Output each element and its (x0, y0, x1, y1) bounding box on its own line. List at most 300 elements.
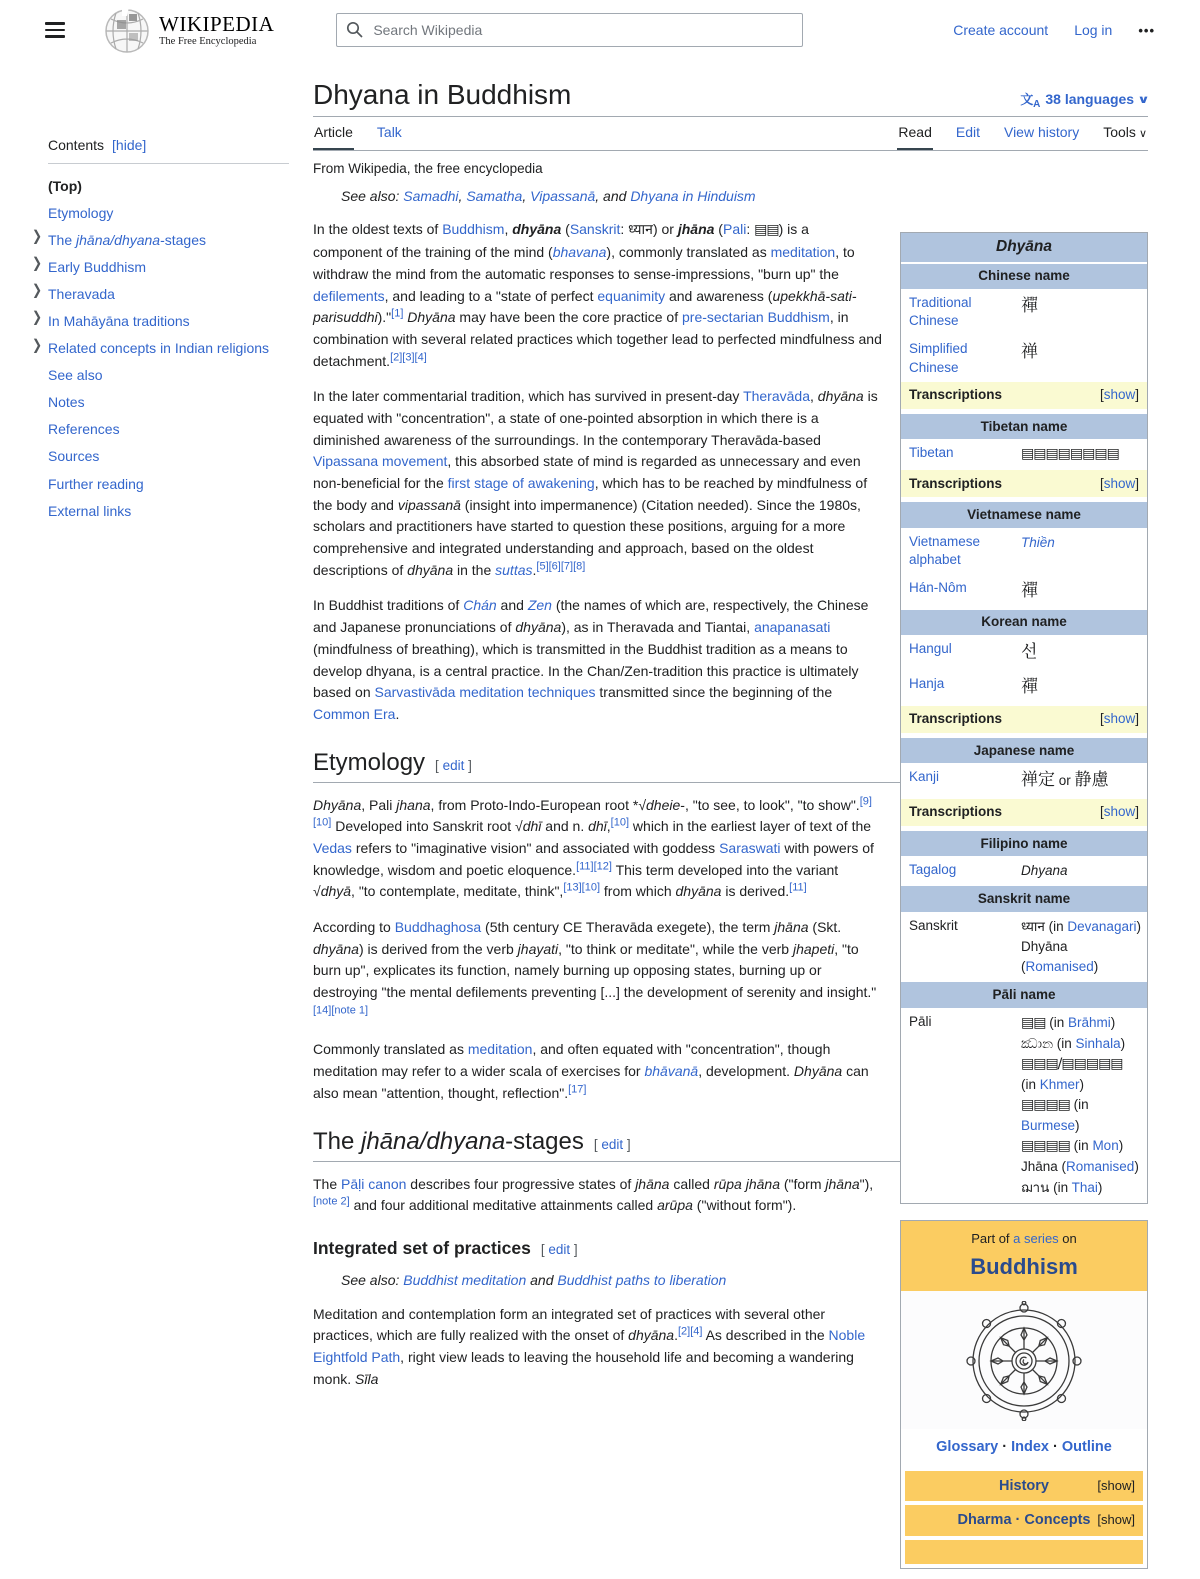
article-link[interactable]: Burmese (1021, 1118, 1076, 1134)
text-run: , in combination with several related practices which together lead to perfected mindfulness and detachment. (313, 309, 882, 369)
reference-link[interactable]: [note 2] (313, 1195, 350, 1208)
text-run: , "to burn up", explicates its function, namely burning up opposing states, burning up or destroying "the mental defilements preventing [...] the development of serenity and insight." (313, 940, 877, 1001)
text-run: dhyā (320, 883, 352, 900)
text-run: As described in the (702, 1327, 829, 1344)
series-part-of-line (905, 1229, 1143, 1249)
text-run: Integrated set of practices (313, 1237, 531, 1258)
series-title-link[interactable]: Buddhism (970, 1254, 1078, 1280)
more-options-icon[interactable]: ••• (1138, 22, 1155, 38)
text-run: may have been the core practice of (455, 309, 682, 326)
text-run: ("form (779, 1175, 826, 1192)
search-icon (346, 21, 363, 38)
article-link[interactable]: Pāḷi canon (341, 1175, 407, 1192)
text-run: which in the earliest layer of text of the (629, 818, 872, 835)
toc-expand-icon[interactable]: ❯ (32, 281, 43, 299)
text-run: ध्यान (in (1021, 918, 1068, 934)
infobox-section-header: Sanskrit name (901, 886, 1147, 911)
text-run: arūpa (657, 1197, 693, 1214)
article-link[interactable]: Romanised (1025, 959, 1094, 975)
reference-link[interactable]: [10] (610, 816, 630, 829)
article-link[interactable]: Notes (48, 394, 85, 411)
toc-link-top[interactable]: (Top) (48, 177, 82, 194)
text-run: ( (714, 221, 723, 238)
text-run: , (458, 187, 467, 204)
text-run: is equated with "concentration", a state of one-pointed absorption in which there is a diminished awareness of the surroundings. In the contemporary Theravāda-based (313, 388, 878, 448)
text-run: , from Proto-Indo-European root *√ (430, 796, 647, 813)
languages-count-label: 38 languages (1045, 91, 1135, 108)
text-run: ) (1120, 1035, 1126, 1051)
article-link[interactable]: Vipassanā (530, 187, 596, 204)
article-link[interactable]: suttas (495, 561, 533, 578)
text-run: and (496, 597, 528, 614)
infobox-row (901, 574, 1147, 610)
top-header (0, 0, 1200, 60)
dharma-wheel-image (964, 1301, 1084, 1421)
text-run: jhāna (635, 1175, 670, 1192)
show-toggle[interactable]: [show] (1097, 1477, 1135, 1493)
article-link[interactable]: Kanji (909, 769, 940, 785)
reference-link[interactable]: [2][3][4] (390, 350, 427, 363)
text-run: , (810, 388, 818, 405)
toc-item[interactable] (32, 335, 289, 362)
article-link[interactable]: Devanagari (1067, 918, 1137, 934)
text-run: ) is a component of the training of the mind ( (313, 221, 809, 261)
edit-link[interactable]: edit (548, 1241, 571, 1257)
native-script-text: 静慮 (1074, 770, 1109, 791)
text-run: )." (377, 309, 392, 326)
native-script-text: 禪 (1021, 295, 1038, 316)
infobox-row-label (909, 675, 1021, 701)
text-run: is derived. (721, 883, 790, 900)
text-run: ), as in Theravada and Tiantai, (561, 619, 755, 636)
article-link[interactable]: Thai (1071, 1179, 1098, 1195)
series-section-link[interactable]: Dharma · Concepts (957, 1512, 1091, 1529)
article-link[interactable]: Theravada (48, 285, 115, 302)
text-run: , and often equated with "concentration", though meditation may refer to a wider scala of exercises for (313, 1041, 831, 1080)
wikipedia-logo[interactable] (103, 6, 274, 54)
tab-talk[interactable]: Talk (376, 123, 402, 140)
text-run: ) (1136, 918, 1141, 934)
reference-link[interactable]: [14][note 1] (313, 1004, 369, 1017)
text-run: jhayati (517, 940, 559, 957)
show-toggle[interactable]: [show] (1099, 387, 1139, 403)
article-link[interactable]: Sources (48, 448, 100, 465)
article-link[interactable]: Hán-Nôm (909, 580, 967, 596)
text-run: , to withdraw the mind from the automatic responses to sense-impressions, "burn up" the (313, 244, 855, 282)
show-toggle[interactable]: [show] (1097, 1512, 1135, 1528)
article-link[interactable]: anapanasati (754, 619, 831, 636)
text-run: Pāli (909, 1013, 932, 1029)
article-link[interactable]: a series (1013, 1230, 1059, 1246)
text-run: · (998, 1439, 1012, 1456)
text-run: , and leading to a "state of perfect (384, 287, 598, 304)
contents-heading: Contents (48, 137, 105, 153)
reference-link[interactable]: [1] (391, 307, 404, 320)
login-link[interactable]: Log in (1074, 22, 1113, 38)
show-toggle[interactable]: [show] (1099, 711, 1139, 727)
article-link[interactable]: Related concepts in Indian religions (48, 340, 270, 357)
languages-button[interactable] (1020, 91, 1148, 111)
infobox-row (901, 763, 1147, 799)
infobox-row-value (1021, 917, 1141, 978)
article-link[interactable]: Romanised (1066, 1159, 1135, 1175)
toc-expand-icon[interactable]: ❯ (32, 335, 43, 353)
right-rail (900, 232, 1148, 1569)
text-run: dhī (588, 818, 607, 835)
reference-link[interactable]: [2][4] (677, 1325, 703, 1338)
infobox-section-header: Japanese name (901, 738, 1147, 763)
toc-item[interactable] (48, 497, 289, 524)
hamburger-menu-icon[interactable] (45, 22, 65, 38)
article-link[interactable]: Zen (527, 597, 552, 614)
article-link[interactable]: Thiền (1021, 534, 1055, 550)
article-link[interactable]: defilements (313, 287, 385, 304)
infobox-row-value (1021, 340, 1141, 376)
text-run: with powers of knowledge, wisdom and poetic eloquence. (313, 839, 874, 878)
text-run: dheie (646, 796, 681, 813)
article-link[interactable]: Vietnamese alphabet (909, 533, 981, 567)
infobox-row (901, 528, 1147, 574)
text-run: Dhyana (1021, 863, 1068, 879)
infobox-row (901, 856, 1147, 886)
infobox-row-label (909, 917, 1021, 978)
see-also-line (313, 186, 1148, 208)
translate-icon: 文 A (1020, 91, 1041, 110)
toc-expand-icon[interactable]: ❯ (32, 308, 43, 326)
text-run: Etymology (313, 748, 426, 776)
infobox-row-value (1021, 861, 1141, 881)
tab-tools[interactable]: Tools ∨ (1103, 123, 1147, 140)
article-link[interactable]: meditation (770, 244, 836, 261)
dhyana-infobox (900, 232, 1148, 1204)
text-run: "), (859, 1175, 874, 1192)
transcriptions-row (901, 382, 1147, 409)
article-link[interactable]: Brāhmi (1067, 1014, 1111, 1030)
edit-section: [ edit ] (540, 1241, 578, 1257)
transcriptions-row (901, 799, 1147, 826)
text-run: upekkhā-sati-parisuddhi (313, 287, 857, 326)
text-run: rūpa jhāna (713, 1175, 780, 1192)
text-run: jhāna (825, 1175, 860, 1192)
text-run: This term developed into the variant √ (313, 861, 839, 900)
text-run: or (1055, 773, 1075, 789)
toc-item[interactable] (48, 362, 289, 389)
article-link[interactable]: Sarvastivāda meditation techniques (374, 684, 596, 701)
unrendered-script-glyphs: ▤▤▤▤ (1021, 1138, 1070, 1155)
article-link[interactable]: Hangul (909, 640, 952, 656)
unrendered-script-glyphs: ▤▤▤/▤▤▤▤▤ (1021, 1055, 1123, 1072)
series-section-bar[interactable] (905, 1505, 1143, 1535)
edit-link[interactable]: edit (601, 1136, 624, 1152)
text-run: ) (1079, 1076, 1085, 1092)
text-run: (insight into impermanence) (Citation needed). Since the 1980s, scholars and practitioners have started to question these positions, arguing for a more comprehensive and integrated understanding and approach, based on the oldest descriptions of (313, 496, 861, 578)
article-link[interactable]: meditation (467, 1041, 533, 1058)
article-link[interactable]: Samadhi (403, 187, 459, 204)
text-run: ) (1093, 959, 1099, 975)
article-link[interactable]: Buddhism (442, 221, 505, 238)
infobox-row-label (909, 579, 1021, 605)
article-link[interactable]: The (48, 231, 77, 248)
tab-read[interactable]: Read (897, 117, 932, 150)
article-body (313, 186, 1148, 1529)
toc-item[interactable] (32, 307, 289, 334)
text-run: dhyāna (407, 561, 454, 578)
toc-item[interactable] (48, 416, 289, 443)
text-run: . (674, 1327, 678, 1344)
article-link[interactable]: Tibetan (909, 445, 954, 461)
reference-link[interactable]: [13][10] (563, 881, 601, 894)
article-link[interactable]: Traditional Chinese (909, 294, 972, 329)
reference-link[interactable]: [9][10] (313, 794, 872, 829)
text-run: ) (1118, 1138, 1124, 1154)
search-input[interactable] (336, 13, 803, 47)
article-link[interactable]: -stages (160, 231, 207, 248)
infobox-section-header: Vietnamese name (901, 502, 1147, 527)
text-run: Dhyāna (793, 1063, 843, 1080)
text-run: and (526, 1272, 558, 1289)
article-link[interactable]: Hanja (909, 676, 945, 692)
text-run: : ध्यान) or (620, 221, 678, 238)
edit-link[interactable]: edit (442, 757, 465, 773)
text-run: (Skt. (808, 919, 842, 936)
transcriptions-label: Transcriptions (909, 387, 1003, 403)
text-run: ) (1097, 1179, 1103, 1195)
transcriptions-row (901, 470, 1147, 497)
article-link[interactable]: Buddhaghosa (394, 919, 482, 936)
infobox-row-value (1021, 675, 1141, 701)
native-script-text: 禅 (1021, 342, 1038, 363)
toc-item[interactable] (32, 253, 289, 280)
transcriptions-label: Transcriptions (909, 711, 1003, 727)
infobox-row-label (909, 444, 1021, 465)
transcriptions-label: Transcriptions (909, 804, 1003, 820)
text-run: , right view leads to leaving the household life and becoming a wandering monk. (313, 1349, 854, 1387)
infobox-row-label (909, 533, 1021, 569)
unrendered-script-glyphs: ▤▤ (1021, 1014, 1046, 1031)
text-run: Dhyāna (313, 796, 362, 813)
text-run: describes four progressive states of (406, 1175, 636, 1192)
text-run: jhapeti (792, 940, 835, 957)
toc-expand-icon[interactable]: ❯ (32, 227, 43, 245)
text-run: . (395, 705, 400, 722)
text-run: , (504, 221, 513, 238)
text-run: , (606, 818, 611, 835)
buddhism-series-box (900, 1220, 1148, 1569)
tab-edit[interactable]: Edit (955, 123, 980, 140)
site-subtitle: From Wikipedia, the free encyclopedia (313, 160, 543, 176)
article-link[interactable]: first stage of awakening (447, 475, 595, 492)
chevron-down-icon: ∨ (1135, 127, 1147, 140)
text-run: Dhyāna (407, 309, 456, 326)
article-link[interactable]: bhāvanā (644, 1063, 699, 1080)
create-account-link[interactable]: Create account (953, 22, 1049, 38)
series-section-bar[interactable] (905, 1540, 1143, 1564)
text-run: dhyāna (675, 883, 722, 900)
tab-view-history[interactable]: View history (1003, 123, 1080, 140)
article-link[interactable]: Vipassana movement (313, 453, 448, 470)
text-run: and n. (541, 818, 589, 835)
transcriptions-row (901, 706, 1147, 733)
text-run: ), commonly translated as (606, 244, 771, 261)
text-run: In the oldest texts of (313, 221, 443, 238)
toc-item[interactable] (32, 226, 289, 253)
infobox-row (901, 335, 1147, 381)
toc-item[interactable] (48, 199, 289, 226)
series-glossary-links (901, 1429, 1147, 1466)
text-run: jhāna/dhyana (361, 1127, 506, 1155)
article-link[interactable]: Dhyana in Hinduism (630, 187, 756, 204)
article-tab-bar (313, 117, 1148, 151)
text-run: ฌาน (in (1021, 1179, 1072, 1195)
text-run: called (669, 1175, 714, 1192)
text-run: , "to contemplate, meditate, think", (351, 883, 564, 900)
text-run: dhyāna (817, 388, 864, 405)
text-run: in the (453, 561, 496, 578)
infobox-row-label (909, 1013, 1021, 1198)
text-run: According to (313, 919, 395, 936)
chevron-down-icon: ∨ (1137, 93, 1150, 106)
article-link[interactable]: Common Era (313, 705, 396, 722)
text-run: ඣාන (in (1021, 1035, 1076, 1051)
article-link[interactable]: pre-sectarian Buddhism (682, 309, 830, 326)
text-run: dhyāna (313, 940, 359, 957)
unrendered-script-glyphs: ▤▤▤▤ (1021, 1097, 1070, 1114)
tab-article[interactable]: Article (313, 117, 354, 150)
text-run: dhyāna (628, 1327, 675, 1344)
text-run: Sīla (355, 1370, 379, 1387)
article-link[interactable]: Further reading (48, 475, 144, 492)
article-link[interactable]: Buddhist paths to liberation (557, 1272, 727, 1289)
text-run: In Buddhist traditions of (313, 597, 464, 614)
toc-expand-icon[interactable]: ❯ (32, 254, 43, 272)
infobox-row-value (1021, 294, 1141, 330)
article-link[interactable]: jhāna/dhyana (76, 231, 161, 248)
text-run: Developed into Sanskrit root √ (331, 818, 523, 835)
text-run: In the later commentarial tradition, which has survived in present-day (313, 388, 744, 405)
native-script-text: 禪 (1021, 677, 1038, 698)
infobox-section-header: Pāli name (901, 982, 1147, 1007)
article-link[interactable]: See also (48, 367, 103, 384)
article-link[interactable]: Outline (1061, 1439, 1112, 1456)
text-run: and awareness ( (665, 287, 773, 304)
show-toggle[interactable]: [show] (1099, 475, 1139, 491)
infobox-row-label (909, 340, 1021, 376)
infobox-row-value (1021, 579, 1141, 605)
text-run: jhana (396, 796, 431, 813)
reference-link[interactable]: [17] (568, 1083, 587, 1096)
text-run: , (522, 187, 531, 204)
toc-item[interactable] (48, 470, 289, 497)
article-link[interactable]: Sanskrit (569, 221, 621, 238)
text-run: ) (1110, 1014, 1116, 1030)
series-section-bar[interactable] (905, 1471, 1143, 1501)
infobox-section-header: Korean name (901, 610, 1147, 635)
infobox-row (901, 1008, 1147, 1203)
article-link[interactable]: Index (1011, 1439, 1049, 1456)
infobox-section-header: Tibetan name (901, 414, 1147, 439)
page-title: Dhyana in Buddhism (313, 79, 572, 110)
infobox-row-label (909, 861, 1021, 881)
article-link[interactable]: External links (48, 502, 132, 519)
infobox-section-header: Filipino name (901, 831, 1147, 856)
text-run: and four additional meditative attainments called (349, 1197, 658, 1214)
text-run: from which (600, 883, 676, 900)
article-link[interactable]: Sinhala (1075, 1035, 1121, 1051)
article-link[interactable]: Early Buddhism (48, 258, 147, 275)
toc-item[interactable] (48, 389, 289, 416)
native-script-text: 선 (1021, 641, 1038, 662)
contents-hide-link[interactable]: [hide] (112, 137, 147, 153)
toc-item[interactable] (48, 443, 289, 470)
reference-link[interactable]: [11] (789, 881, 807, 894)
search-bar (336, 13, 803, 47)
show-toggle[interactable]: [show] (1099, 804, 1139, 820)
toc-item[interactable] (32, 280, 289, 307)
reference-link[interactable]: [5][6][7][8] (536, 560, 586, 573)
unrendered-script-glyphs: ▤▤▤▤▤▤▤▤ (1021, 446, 1119, 463)
text-run: . (532, 561, 537, 578)
article-link[interactable]: Mon (1092, 1138, 1119, 1154)
text-run: Meditation and contemplation form an integrated set of practices with several other practices, which are fully realized with the onset of (313, 1305, 826, 1344)
article-link[interactable]: References (48, 421, 120, 438)
text-run: (in (1021, 1076, 1040, 1092)
article-link[interactable]: Khmer (1039, 1076, 1080, 1092)
text-run: , which has to be reached by mindfulness of the body and (313, 475, 868, 513)
article-link[interactable]: Noble Eightfold Path (313, 1327, 866, 1366)
article-link[interactable]: Glossary (936, 1439, 999, 1456)
infobox-row-value (1021, 444, 1141, 465)
text-run: ) is derived from the verb (358, 940, 518, 957)
article-link[interactable]: Tagalog (909, 862, 957, 878)
article-link[interactable]: In Mahāyāna traditions (48, 312, 190, 329)
article-link[interactable]: Simplified Chinese (909, 341, 968, 375)
article-link[interactable]: Theravāda (743, 388, 810, 405)
article-link[interactable]: Chán (463, 597, 497, 614)
article-link[interactable]: Vedas (313, 839, 352, 856)
text-run: -stages (505, 1127, 584, 1155)
text-run: vipassanā (397, 496, 461, 513)
reference-link[interactable]: [11][12] (576, 860, 612, 873)
infobox-row-label (909, 768, 1021, 794)
article-link[interactable]: equanimity (597, 287, 666, 304)
transcriptions-label: Transcriptions (909, 475, 1003, 491)
unrendered-script-glyphs: ▤▤ (754, 222, 779, 239)
text-run: : (746, 221, 755, 238)
text-run: · (1049, 1439, 1062, 1456)
article-link[interactable]: Etymology (48, 204, 114, 221)
logo-title: WIKIPEDIA (159, 12, 275, 37)
text-run: , and (595, 187, 631, 204)
text-run: ( (561, 221, 570, 238)
text-run: Dhyāna ( (1021, 938, 1068, 975)
infobox-row-value (1021, 533, 1141, 569)
article-link[interactable]: Pali (722, 221, 747, 238)
article-link[interactable]: bhavana (552, 244, 607, 261)
text-run: (in (1045, 1014, 1068, 1030)
logo-subtitle: The Free Encyclopedia (159, 35, 257, 47)
text-run: (in (1069, 1138, 1093, 1154)
article-link[interactable]: Samatha (466, 187, 523, 204)
infobox-section-header: Chinese name (901, 264, 1147, 289)
text-run: dhī (522, 818, 542, 835)
text-run: (mindfulness of breathing), which is transmitted in the Buddhist tradition as a means to develop dhyana, is a central practice. In the Chan/Zen-tradition this practice is ultimately based on (313, 640, 859, 701)
toc-item[interactable] (48, 172, 289, 199)
article-link[interactable]: Buddhist meditation (403, 1272, 527, 1289)
text-run: Sanskrit (909, 917, 958, 933)
series-section-link[interactable]: History (999, 1477, 1049, 1494)
text-run: refers to "imaginative vision" and associated with goddess (351, 839, 720, 856)
article-link[interactable]: Saraswati (719, 839, 781, 856)
